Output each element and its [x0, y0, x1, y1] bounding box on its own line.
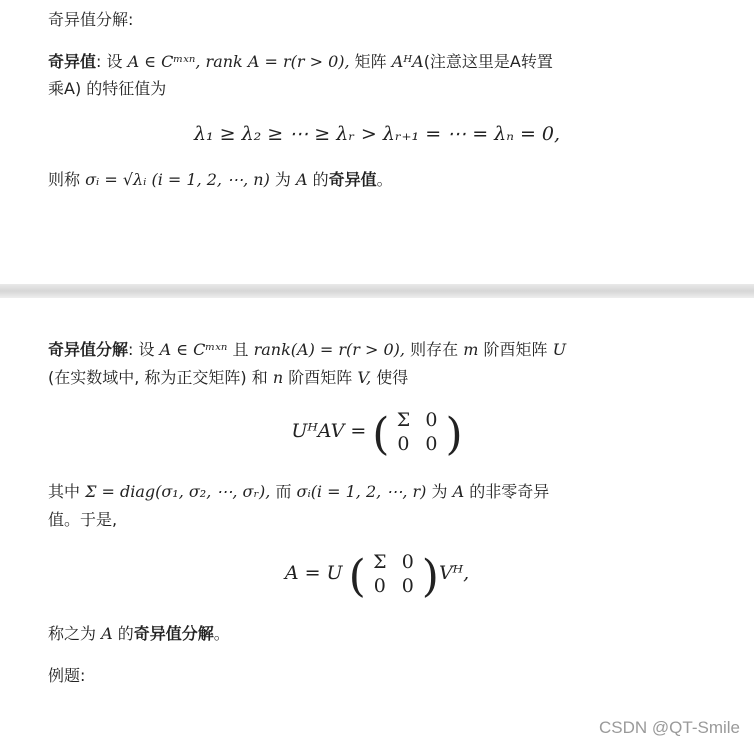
left-paren: ( [372, 409, 390, 460]
matrix-cell: 0 [401, 575, 414, 597]
math-inline: n [272, 368, 284, 387]
math-inline: A ∈ Cᵐˣⁿ [159, 340, 228, 359]
svd-line-5 [48, 622, 230, 646]
definition-line-1 [48, 50, 553, 74]
example-heading: 例题: [48, 666, 86, 685]
svd-equation [0, 408, 754, 460]
text: 阶酉矩阵 [478, 340, 553, 359]
matrix-cell: 0 [397, 433, 410, 455]
math-inline: Σ = diag(σ₁, σ₂, ⋯, σᵣ), [85, 482, 271, 501]
text: 则称 [48, 170, 86, 189]
text: 。 [376, 170, 393, 189]
matrix-cell: Σ [373, 551, 387, 573]
right-paren: ) [445, 409, 463, 460]
matrix-cell: 0 [425, 409, 438, 431]
math-inline: A ∈ Cᵐˣⁿ, rank A = r(r > 0), [127, 52, 350, 71]
matrix-cell: 0 [373, 575, 386, 597]
svd-line-3 [48, 480, 549, 504]
math-inline: σᵢ(i = 1, 2, ⋯, r) [296, 482, 427, 501]
equation-lhs: A = U [284, 562, 343, 584]
math-inline: rank(A) = r(r > 0), [253, 340, 406, 359]
math-inline: U [552, 340, 567, 359]
matrix-cell: 0 [425, 433, 438, 455]
text: (在实数域中, 称为正交矩阵) 和 [48, 368, 273, 387]
text: 阶酉矩阵 [283, 368, 358, 387]
math-inline: A [101, 624, 113, 643]
text: 称之为 [48, 624, 102, 643]
left-paren: ( [348, 551, 366, 602]
svd-label: 奇异值分解 [48, 340, 129, 359]
matrix [389, 408, 445, 456]
matrix [366, 550, 422, 598]
text: 使得 [371, 368, 409, 387]
definition-line-2: 乘A) 的特征值为 [48, 79, 167, 98]
math-inline: AᴴA [391, 52, 424, 71]
text: 而 [270, 482, 297, 501]
text: : 设 [96, 52, 128, 71]
matrix-cell: Σ [396, 409, 411, 431]
svd-line-2 [48, 366, 408, 390]
section-divider [0, 284, 754, 298]
math-inline: A [452, 482, 465, 501]
equation-rhs: Vᴴ, [438, 562, 470, 584]
decomposition-equation [0, 550, 754, 602]
text: 则存在 [405, 340, 464, 359]
section1-heading: 奇异值分解: [48, 10, 134, 29]
matrix-cell: 0 [401, 551, 414, 573]
text: : 设 [128, 340, 160, 359]
math-inline: m [463, 340, 479, 359]
def-label: 奇异值 [48, 52, 97, 71]
text: (注意这里是A转置 [423, 52, 553, 71]
svd-line-1 [48, 338, 566, 362]
text: 的非零奇异 [464, 482, 550, 501]
csdn-watermark: CSDN @QT-Smile [599, 718, 740, 737]
text: 且 [227, 340, 254, 359]
math-inline: A [296, 170, 308, 189]
sigma-definition [48, 168, 393, 192]
right-paren: ) [421, 551, 439, 602]
text: 矩阵 [349, 52, 392, 71]
text: 的 [307, 170, 329, 189]
sigma-label: 奇异值 [328, 170, 377, 189]
svd-term: 奇异值分解 [133, 624, 214, 643]
math-inline: σᵢ = √λᵢ (i = 1, 2, ⋯, n) [85, 170, 270, 189]
math-inline: V, [357, 368, 372, 387]
equation-lhs: UᴴAV = [291, 420, 367, 442]
text: 为 [269, 170, 296, 189]
text: 。 [213, 624, 230, 643]
text: 的 [112, 624, 134, 643]
eigenvalue-equation: λ₁ ≥ λ₂ ≥ ⋯ ≥ λᵣ > λᵣ₊₁ = ⋯ = λₙ = 0, [193, 123, 561, 145]
svd-line-4: 值。于是, [48, 510, 118, 529]
text: 其中 [48, 482, 86, 501]
text: 为 [426, 482, 453, 501]
